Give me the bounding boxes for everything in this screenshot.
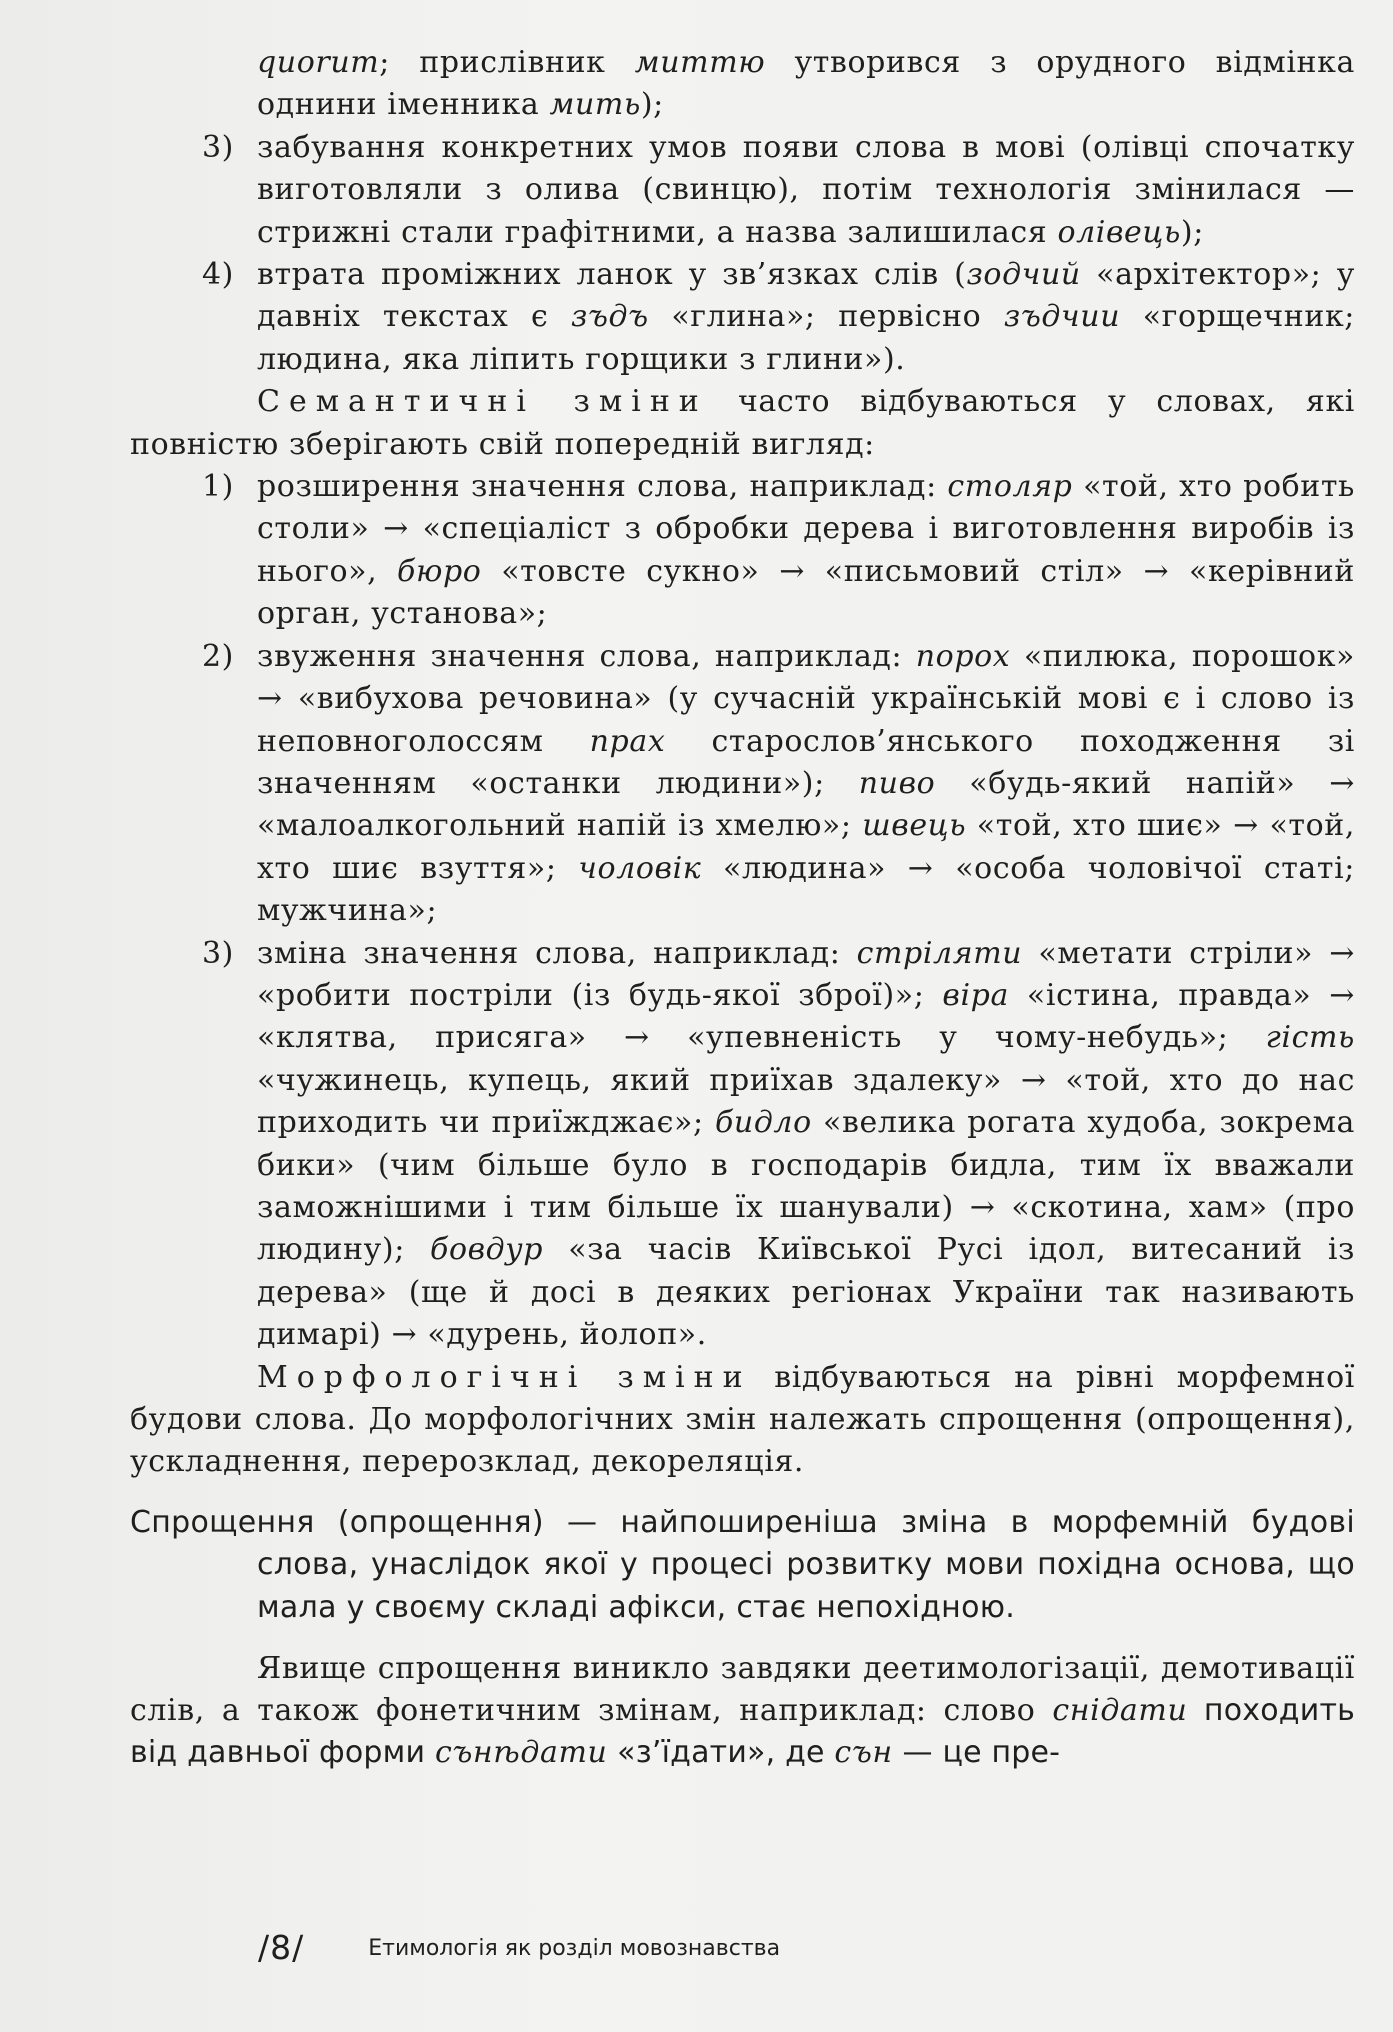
list-number: 4) — [202, 257, 234, 293]
italic-word: миттю — [634, 45, 766, 80]
italic-word: бюро — [397, 553, 482, 589]
italic-word: quorum — [257, 45, 380, 80]
italic-word: сънѣдати — [434, 1735, 608, 1771]
italic-word: бидло — [714, 1105, 812, 1141]
list-number: 1) — [202, 469, 234, 505]
paragraph-semantic: Семантичні зміни часто відбуваються у словах, які повністю зберігають свій попередній вигляд: — [130, 384, 1355, 462]
italic-word: гість — [1265, 1020, 1355, 1056]
paragraph-continuation: quorum; прислівник миттю утворився з орудного відмінка однини іменника мить); — [257, 45, 1355, 123]
body-text — [130, 42, 1355, 1775]
italic-word: бовдур — [430, 1232, 544, 1268]
running-title: Етимологія як розділ мовознавства — [368, 1936, 781, 1961]
list-number: 3) — [202, 129, 234, 165]
italic-word: сън — [834, 1735, 893, 1771]
italic-word: столяр — [947, 469, 1073, 505]
paragraph-simplification: Явище спрощення виникло завдяки деетимологізації, демотивації слів, а також фонетичним змінам, наприклад: слово снідати походить від давньої форми сънѣдати «з’їдати», де сън — це пре- — [130, 1650, 1356, 1771]
italic-word: швець — [862, 808, 967, 844]
italic-word: прах — [589, 723, 666, 759]
italic-word: віра — [942, 977, 1009, 1013]
list-item: 4) втрата проміжних ланок у зв’язках слів (зодчий «архітектор»; у давніх текстах є зъдъ «глина»; первісно зъдчии «горщечник; людина, яка ліпить горщики з глини»). — [130, 254, 1355, 381]
spaced-term: Морфологічні зміни — [257, 1359, 752, 1395]
list-item: 3) забування конкретних умов появи слова в мові (олівці спочатку виготовляли з олива (свинцю), потім технологія змінилася — стрижні стали графітними, а назва залишилася олівець); — [130, 127, 1355, 254]
italic-word: зъдчии — [1003, 299, 1121, 335]
italic-word: зъдъ — [571, 299, 649, 335]
italic-word: мить — [549, 87, 641, 123]
list-item: 1) розширення значення слова, наприклад: столяр «той, хто робить столи» → «спеціаліст з обробки дерева і виготовлення виробів із нього», бюро «товсте сукно» → «письмовий стіл» → «керівний орган, установа»; — [130, 466, 1355, 636]
italic-word: пиво — [858, 765, 936, 801]
list-item: 3) зміна значення слова, наприклад: стріляти «метати стріли» → «робити постріли (із будь-якої зброї)»; віра «істина, правда» → «клятва, присяга» → «упевненість у чому-небудь»; гість «чужинець, купець, який приїхав здалеку» → «той, хто до нас приходить чи приїжджає»; бидло «велика рогата худоба, зокрема бики» (чим більше було в господарів бидла, тим їх вважали заможнішими і тим більше їх шанували) → «скотина, хам» (про людину); бовдур «за часів Київської Русі ідол, витесаний із дерева» (ще й досі в деяких регіонах України так називають димарі) → «дурень, йолоп». — [130, 933, 1355, 1357]
italic-word: порох — [915, 638, 1011, 674]
italic-word: стріляти — [856, 935, 1023, 971]
definition-block: Спрощення (опрощення) — найпоширеніша зміна в морфемній будові слова, унаслідок якої у процесі розвитку мови похідна основа, що мала у своєму складі афікси, стає непохідною. — [130, 1504, 1355, 1625]
italic-word: снідати — [1052, 1693, 1188, 1728]
list-number: 3) — [202, 935, 234, 971]
spaced-term: Семантичні зміни — [257, 384, 708, 420]
italic-word: чоловік — [578, 850, 702, 886]
list-number: 2) — [202, 638, 234, 674]
definition-term: Спрощення (опрощення) — [130, 1504, 544, 1540]
paragraph-morphological: Морфологічні зміни відбуваються на рівні морфемної будови слова. До морфологічних змін належать спрощення (опрощення), ускладнення, перерозклад, декореляція. — [130, 1359, 1356, 1480]
page-number: /8/ — [258, 1928, 305, 1967]
italic-word: зодчий — [966, 257, 1081, 293]
list-item: 2) звуження значення слова, наприклад: порох «пилюка, порошок» → «вибухова речовина» (у сучасній українській мові є і слово із неповноголоссям прах старослов’янського походження зі значенням «останки людини»); пиво «будь-який напій» → «малоалкогольний напій із хмелю»; швець «той, хто шиє» → «той, хто шиє взуття»; чоловік «людина» → «особа чоловічої статі; мужчина»; — [130, 636, 1355, 933]
page-footer — [258, 1928, 780, 1967]
italic-word: олівець — [1057, 214, 1181, 250]
